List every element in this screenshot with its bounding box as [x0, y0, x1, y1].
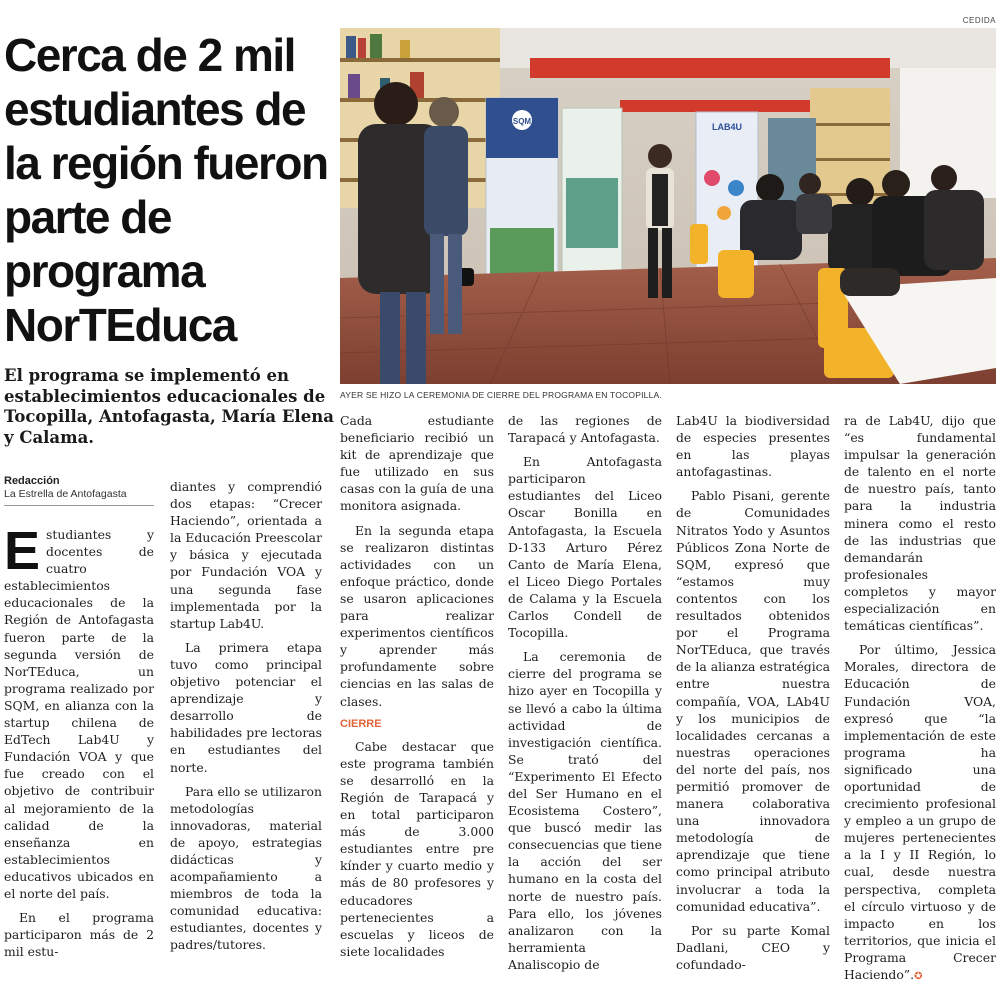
students-group	[740, 165, 984, 276]
photo-credit: CEDIDA	[962, 16, 996, 25]
article-column-6	[844, 412, 996, 985]
byline-author: Redacción	[4, 475, 60, 487]
end-of-article-icon: ✪	[914, 971, 923, 982]
section-subhead: CIERRE	[340, 717, 382, 730]
article-paragraph: Lab4U la biodiversidad de especies presentes en las playas antofagastinas.	[676, 413, 830, 480]
svg-text:LAB4U: LAB4U	[711, 122, 743, 132]
article-paragraph: Estudiantes y docentes de cuatro establecimientos educacionales de la Región de Antofagasta fueron parte de la segunda versión de NorTEduca, un programa realizado por SQM, en alianza con la startup chilena de EdTech Lab4U y Fundación VOA y que fue creado con el objetivo de contribuir al mejoramiento de la calidad de la enseñanza en establecimientos educativos ubicados en el norte del país.	[4, 521, 154, 901]
article-paragraph: Cabe destacar que este programa también se desarrolló en la Región de Tarapacá y en total participaron más de 3.000 estudiantes entre pre kínder y cuarto medio y más de 80 profesores y educadores pertenecientes a escuelas y liceos de siete localidades	[340, 738, 494, 959]
article-paragraph: En la segunda etapa se realizaron distintas actividades con un enfoque práctico, donde se usaron aplicaciones para realizar experimentos científicos y aprender más profundamente sobre ciencias en las salas de clases.	[340, 522, 494, 709]
article-paragraph: En Antofagasta participaron estudiantes del Liceo Oscar Bonilla en Antofagasta, la Escuela D-133 Arturo Pérez Canto de María Elena, el Liceo Diego Portales de Calama y la Escuela Carlos Condell de Tocopilla.	[508, 454, 662, 641]
article-paragraph: Por último, Jessica Morales, directora de Educación de Fundación VOA, expresó que “la implementación de este programa ha significado una oportunidad de crecimiento profesional y empleo a un grupo de mujeres pertenecientes a la I y II Región, lo cual, desde nuestra perspectiva, completa el círculo virtuoso y de impacto en los territorios, que inicia el Programa Crecer Haciendo”.✪	[844, 642, 996, 982]
classroom-photo-illustration	[340, 28, 996, 384]
headline: Cerca de 2 mil estudiantes de la región fueron parte de programa NorTEduca	[4, 29, 328, 351]
article-column-2	[170, 478, 322, 954]
article-paragraph: Cada estudiante beneficiario recibió un kit de aprendizaje que fue utilizado en sus casas con la guía de una monitora asignada.	[340, 413, 494, 514]
article-paragraph: La ceremonia de cierre del programa se hizo ayer en Tocopilla y se llevó a cabo la última actividad de investigación científica. Se trató del “Experimento El Efecto del Ser Humano en el Ecosistema Costero”, que buscó medir las consecuencias que tiene la acción del ser humano en la costa del norte de nuestro país. Para ello, los jóvenes analizaron con la herramienta Analiscopio de	[508, 649, 662, 972]
article-column-1	[4, 521, 154, 960]
article-paragraph: ra de Lab4U, dijo que “es fundamental impulsar la generación de talento en el norte de nuestro país, tanto para la industria minera como el resto de las industrias que demandarán profesionales completos y mayor especialización en temáticas científicas”.	[844, 413, 996, 634]
article-paragraph: En el programa participaron más de 2 mil estu-	[4, 910, 154, 960]
drop-cap: E	[4, 521, 41, 581]
byline-outlet: La Estrella de Antofagasta	[4, 488, 127, 500]
article-paragraph: de las regiones de Tarapacá y Antofagasta.	[508, 413, 662, 446]
article-paragraph: Por su parte Komal Dadlani, CEO y cofundado-	[676, 922, 830, 972]
article-paragraph: La primera etapa tuvo como principal objetivo potenciar el aprendizaje y desarrollo de habilidades pre lectoras en estudiantes del norte.	[170, 639, 322, 775]
article-column-4	[508, 412, 662, 973]
svg-text:SQM: SQM	[512, 117, 532, 126]
article-paragraph: Pablo Pisani, gerente de Comunidades Nitratos Yodo y Asuntos Públicos Zona Norte de SQM, expresó que “estamos muy contentos con los resultados obtenidos por el Programa NorTEduca, que través de la alianza estratégica entre nuestra compañía, VOA, LAb4U y los municipios de localidades cercanas a nuestras operaciones del norte del país, nos permitió promover de manera colaborativa una innovadora metodología de aprendizaje que tiene como principal atributo involucrar a toda la comunidad educativa”.	[676, 488, 830, 914]
article-paragraph: Para ello se utilizaron metodologías innovadoras, material de apoyo, estrategias didácticas y acompañamiento a miembros de toda la comunidad educativa: estudiantes, docentes y padres/tutores.	[170, 783, 322, 953]
article-photo	[340, 28, 996, 384]
photo-caption: AYER SE HIZO LA CEREMONIA DE CIERRE DEL PROGRAMA EN TOCOPILLA.	[340, 390, 662, 400]
article-column-5	[676, 412, 830, 973]
article-column-3	[340, 412, 494, 960]
article-paragraph: diantes y comprendió dos etapas: “Crecer Haciendo”, orientada a la Educación Preescolar y básica y ejecutada por Fundación VOA y una segunda fase implementada por la startup Lab4U.	[170, 479, 322, 631]
deck-subtitle: El programa se implementó en establecimientos educacionales de Tocopilla, Antofagasta, María Elena y Calama.	[4, 366, 334, 447]
byline	[4, 475, 154, 506]
